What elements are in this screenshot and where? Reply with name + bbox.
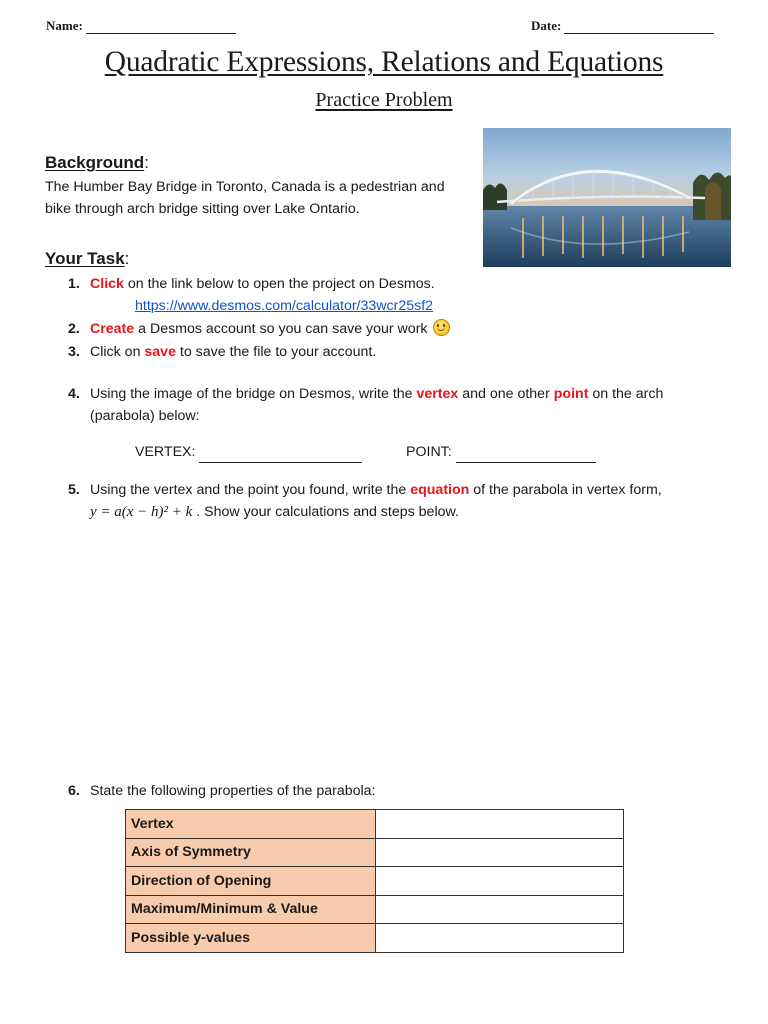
table-row	[126, 867, 624, 896]
name-label: Name:	[46, 18, 83, 33]
table-row	[126, 810, 624, 839]
step-2: 2. Create a Desmos account so you can save your work	[68, 318, 728, 340]
background-line-1: The Humber Bay Bridge in Toronto, Canada is a pedestrian and	[45, 179, 445, 195]
keyword-equation: equation	[410, 482, 470, 498]
background-text	[45, 176, 485, 220]
step-5-line-2: y = a(x − h)² + k . Show your calculations and steps below.	[90, 504, 459, 520]
date-label: Date:	[531, 18, 562, 33]
vertex-blank[interactable]	[199, 450, 362, 463]
vertex-answer: VERTEX:	[135, 441, 362, 463]
background-line-2: bike through arch bridge sitting over Lake Ontario.	[45, 201, 360, 217]
keyword-point: point	[553, 386, 589, 402]
page-title: Quadratic Expressions, Relations and Equations	[104, 46, 664, 78]
step-3: 3. Click on save to save the file to your account.	[68, 344, 377, 360]
keyword-vertex: vertex	[416, 386, 459, 402]
point-answer: POINT:	[406, 441, 596, 463]
step-1: 1. Click on the link below to open the project on Desmos.	[68, 276, 435, 292]
table-row	[126, 838, 624, 867]
point-blank[interactable]	[456, 450, 596, 463]
row-label-axis-of-symmetry: Axis of Symmetry	[126, 838, 376, 867]
step-5: 5. Using the vertex and the point you found, write the equation of the parabola in vertex form,	[68, 482, 662, 498]
background-heading: Background:	[45, 153, 149, 172]
answer-cell-max-min-value[interactable]	[376, 895, 624, 924]
page-subtitle: Practice Problem	[315, 89, 453, 111]
keyword-save: save	[144, 344, 176, 360]
step-6: 6. State the following properties of the parabola:	[68, 783, 376, 799]
name-blank[interactable]	[86, 21, 236, 34]
desmos-link[interactable]: https://www.desmos.com/calculator/33wcr25sf2	[135, 298, 434, 314]
properties-table	[125, 809, 624, 953]
row-label-direction-of-opening: Direction of Opening	[126, 867, 376, 896]
row-label-possible-y-values: Possible y-values	[126, 924, 376, 953]
keyword-create: Create	[90, 321, 135, 337]
bridge-photo	[483, 128, 731, 267]
answer-cell-possible-y-values[interactable]	[376, 924, 624, 953]
answer-cell-direction-of-opening[interactable]	[376, 867, 624, 896]
row-label-max-min-value: Maximum/Minimum & Value	[126, 895, 376, 924]
desmos-link-row	[135, 295, 433, 317]
step-4-line-2: (parabola) below:	[90, 408, 200, 424]
keyword-click: Click	[90, 276, 124, 292]
table-row	[126, 895, 624, 924]
humber-bay-bridge-photo-icon	[483, 128, 731, 267]
answer-cell-vertex[interactable]	[376, 810, 624, 839]
date-blank[interactable]	[564, 21, 714, 34]
work-area[interactable]	[68, 530, 728, 770]
answer-cell-axis-of-symmetry[interactable]	[376, 838, 624, 867]
vertex-form-formula: y = a(x − h)² + k	[90, 504, 193, 520]
date-field	[531, 18, 714, 34]
name-field	[46, 18, 236, 34]
table-row	[126, 924, 624, 953]
row-label-vertex: Vertex	[126, 810, 376, 839]
your-task-heading: Your Task:	[45, 249, 130, 268]
step-4: 4. Using the image of the bridge on Desmos, write the vertex and one other point on the arch	[68, 386, 664, 402]
smiley-face-icon	[433, 319, 450, 336]
